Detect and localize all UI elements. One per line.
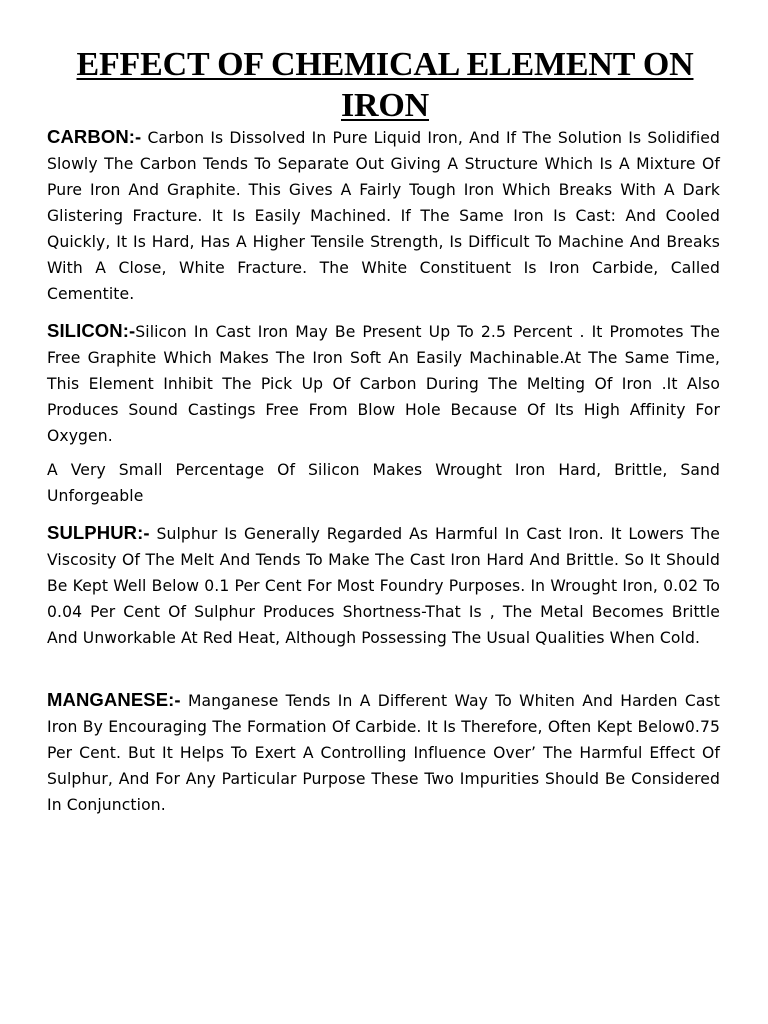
silicon-paragraph-2: A Very Small Percentage Of Silicon Makes Wrought Iron Hard, Brittle, Sand Unforgeable — [47, 461, 720, 505]
manganese-term: MANGANESE:- — [47, 689, 181, 710]
manganese-text: Manganese Tends In A Different Way To Whiten And Harden Cast Iron By Encouraging The Formation Of Carbide. It Is Therefore, Often Kept Below0.75 Per Cent. But It Helps To Exert A Controlling Influence Over’ The Harmful Effect Of Sulphur, And For Any Particular Purpose These Two Impurities Should Be Considered In Conjunction. — [47, 692, 720, 814]
carbon-paragraph — [47, 124, 720, 307]
carbon-term: CARBON:- — [47, 126, 142, 147]
page-title: EFFECT OF CHEMICAL ELEMENT ON IRON — [76, 46, 694, 124]
carbon-text: Carbon Is Dissolved In Pure Liquid Iron, And If The Solution Is Solidified Slowly The Carbon Tends To Separate Out Giving A Structure Which Is A Mixture Of Pure Iron And Graphite. This Gives A Fairly Tough Iron Which Breaks With A Dark Glistering Fracture. It Is Easily Machined. If The Same Iron Is Cast: And Cooled Quickly, It Is Hard, Has A Higher Tensile Strength, Is Difficult To Machine And Breaks With A Close, White Fracture. The White Constituent Is Iron Carbide, Called Cementite. — [47, 129, 720, 303]
silicon-paragraph — [47, 318, 720, 449]
silicon-term: SILICON:- — [47, 320, 136, 341]
sulphur-paragraph — [47, 520, 720, 651]
manganese-paragraph — [47, 687, 720, 818]
sulphur-text: Sulphur Is Generally Regarded As Harmful In Cast Iron. It Lowers The Viscosity Of The Melt And Tends To Make The Cast Iron Hard And Brittle. So It Should Be Kept Well Below 0.1 Per Cent For Most Foundry Purposes. In Wrought Iron, 0.02 To 0.04 Per Cent Of Sulphur Produces Shortness-That Is , The Metal Becomes Brittle And Unworkable At Red Heat, Although Possessing The Usual Qualities When Cold. — [47, 525, 720, 647]
sulphur-term: SULPHUR:- — [47, 522, 150, 543]
silicon-text: Silicon In Cast Iron May Be Present Up To 2.5 Percent . It Promotes The Free Graphite Which Makes The Iron Soft An Easily Machinable.At The Same Time, This Element Inhibit The Pick Up Of Carbon During The Melting Of Iron .It Also Produces Sound Castings Free From Blow Hole Because Of Its High Affinity For Oxygen. — [47, 323, 720, 445]
